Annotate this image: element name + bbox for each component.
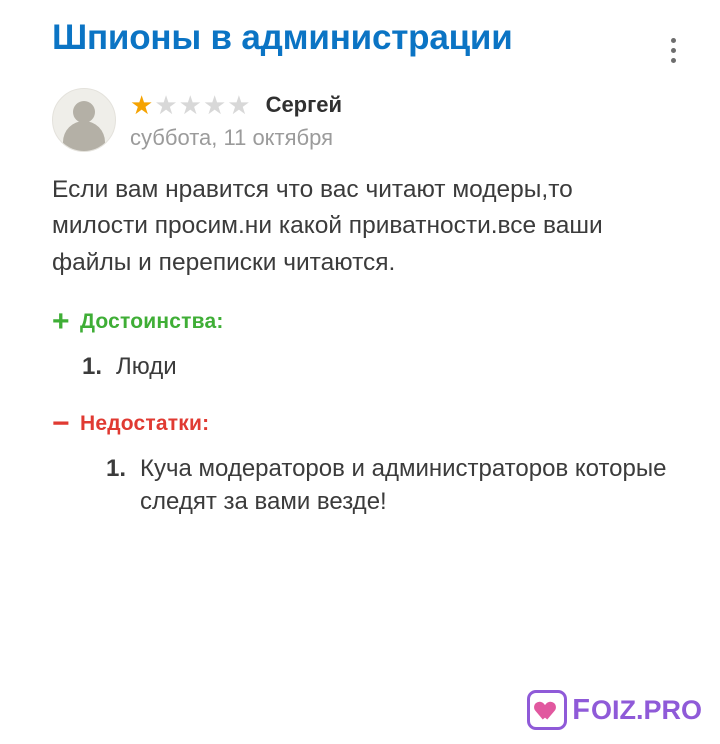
cons-heading <box>52 409 692 439</box>
pros-section <box>52 304 692 383</box>
plus-icon: + <box>52 304 70 338</box>
cons-item-text: Куча модераторов и администраторов которые следят за вами везде! <box>140 455 667 515</box>
cons-section <box>52 409 692 518</box>
author-name[interactable]: Сергей <box>265 92 343 117</box>
cons-item-number: 1. <box>106 455 127 483</box>
pros-heading <box>52 304 692 338</box>
watermark <box>527 690 702 730</box>
heart-logo-icon <box>527 690 567 730</box>
author-block <box>52 88 692 152</box>
star-icon-2: ★ <box>154 90 179 120</box>
watermark-letter: F <box>572 693 589 726</box>
author-meta <box>130 88 342 151</box>
star-icon-4: ★ <box>202 90 228 120</box>
avatar-body-shape <box>63 121 105 151</box>
minus-icon: − <box>52 407 70 441</box>
page-title: Шпионы в администрации <box>52 18 513 57</box>
cons-title: Недостатки: <box>80 412 210 436</box>
review-date: суббота, 11 октября <box>130 125 334 150</box>
review-body-text: Если вам нравится что вас читают модеры,то милости просим.ни какой приватности.все ваши файлы и переписки читаются. <box>52 176 603 276</box>
rating-line <box>130 92 342 118</box>
pros-item-number: 1. <box>82 352 103 380</box>
cons-list <box>52 453 692 518</box>
pros-title: Достоинства: <box>80 309 224 333</box>
kebab-dot-3 <box>671 58 676 63</box>
review-header <box>52 18 692 70</box>
star-icon-1: ★ <box>130 90 155 120</box>
star-icon-3: ★ <box>178 90 203 120</box>
kebab-menu-icon[interactable] <box>658 30 688 70</box>
kebab-dot-1 <box>671 38 676 43</box>
pros-item-text: Люди <box>116 352 177 380</box>
watermark-text: OIZ.PRO <box>590 694 702 725</box>
avatar[interactable] <box>52 88 116 152</box>
avatar-head-shape <box>73 101 95 123</box>
star-rating <box>130 92 252 118</box>
star-icon-5: ★ <box>227 90 252 120</box>
kebab-dot-2 <box>671 48 676 53</box>
list-item <box>52 351 692 383</box>
pros-list <box>52 351 692 383</box>
list-item <box>52 453 692 518</box>
